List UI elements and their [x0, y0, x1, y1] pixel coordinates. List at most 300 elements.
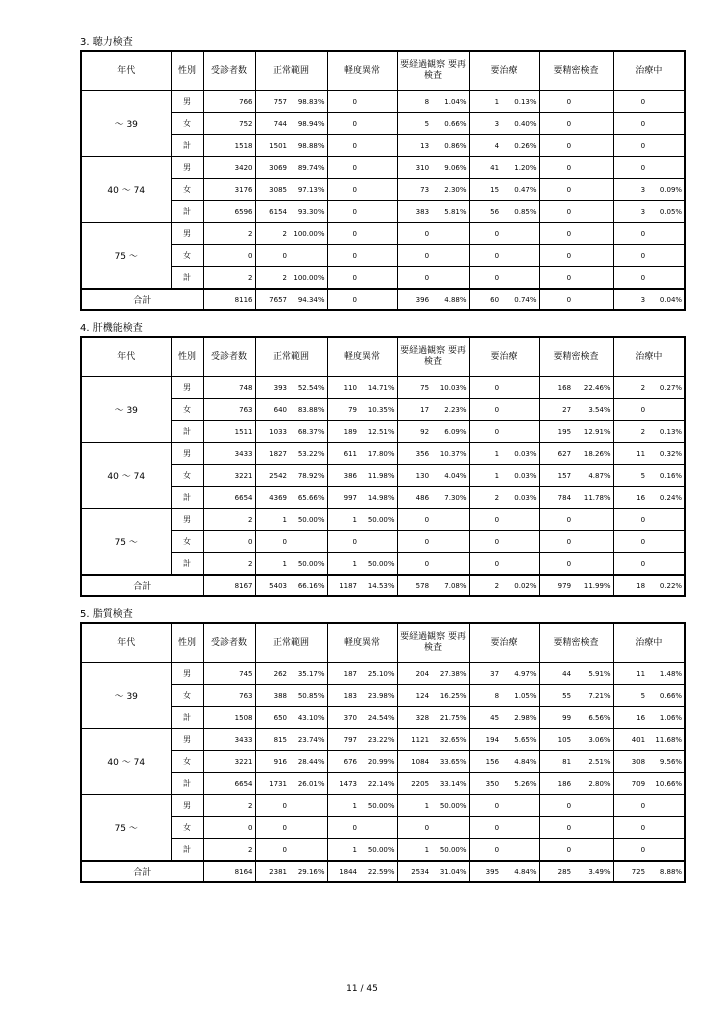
count-cell: 124	[397, 685, 431, 707]
percent-cell: 66.16%	[289, 575, 327, 596]
percent-cell: 68.37%	[289, 421, 327, 443]
header-detailed-exam: 要精密検査	[539, 337, 613, 377]
examinee-count: 6654	[203, 773, 255, 795]
count-cell: 0	[613, 91, 647, 113]
percent-cell	[501, 839, 539, 862]
percent-cell: 50.00%	[431, 839, 469, 862]
percent-cell: 0.85%	[501, 201, 539, 223]
count-cell: 370	[327, 707, 359, 729]
header-examinees: 受診者数	[203, 51, 255, 91]
total-row	[81, 861, 685, 882]
table-row	[81, 531, 685, 553]
count-cell: 0	[469, 377, 501, 399]
examinee-count: 748	[203, 377, 255, 399]
percent-cell: 6.56%	[573, 707, 613, 729]
percent-cell: 26.01%	[289, 773, 327, 795]
table-row	[81, 773, 685, 795]
table-row	[81, 135, 685, 157]
percent-cell: 1.04%	[431, 91, 469, 113]
percent-cell: 0.13%	[647, 421, 685, 443]
header-mild-abnormal: 軽度異常	[327, 337, 397, 377]
count-cell: 916	[255, 751, 289, 773]
count-cell: 44	[539, 663, 573, 685]
count-cell: 3069	[255, 157, 289, 179]
count-cell: 73	[397, 179, 431, 201]
count-cell: 168	[539, 377, 573, 399]
count-cell: 2542	[255, 465, 289, 487]
examinee-count: 3176	[203, 179, 255, 201]
percent-cell: 24.54%	[359, 707, 397, 729]
percent-cell: 11.99%	[573, 575, 613, 596]
percent-cell	[573, 817, 613, 839]
percent-cell	[501, 223, 539, 245]
table-row	[81, 377, 685, 399]
examinee-count: 8167	[203, 575, 255, 596]
count-cell: 0	[469, 531, 501, 553]
count-cell: 0	[469, 839, 501, 862]
count-cell: 1187	[327, 575, 359, 596]
count-cell: 0	[469, 553, 501, 576]
count-cell: 8	[469, 685, 501, 707]
count-cell: 110	[327, 377, 359, 399]
count-cell: 0	[613, 399, 647, 421]
count-cell: 308	[613, 751, 647, 773]
examinee-count: 2	[203, 509, 255, 531]
age-group-label: ～ 39	[81, 663, 171, 729]
percent-cell	[431, 245, 469, 267]
count-cell: 393	[255, 377, 289, 399]
percent-cell	[573, 223, 613, 245]
count-cell: 0	[539, 839, 573, 862]
percent-cell	[647, 223, 685, 245]
count-cell: 262	[255, 663, 289, 685]
examinee-count: 0	[203, 817, 255, 839]
percent-cell: 93.30%	[289, 201, 327, 223]
results-table	[80, 50, 686, 311]
count-cell: 1731	[255, 773, 289, 795]
percent-cell	[359, 179, 397, 201]
percent-cell	[647, 509, 685, 531]
sex-label: 計	[171, 839, 203, 862]
percent-cell	[431, 817, 469, 839]
header-sex: 性別	[171, 337, 203, 377]
table-row	[81, 223, 685, 245]
sex-label: 計	[171, 421, 203, 443]
examinee-count: 3420	[203, 157, 255, 179]
count-cell: 45	[469, 707, 501, 729]
count-cell: 2381	[255, 861, 289, 882]
percent-cell	[573, 795, 613, 817]
examinee-count: 6654	[203, 487, 255, 509]
percent-cell: 14.53%	[359, 575, 397, 596]
count-cell: 0	[327, 817, 359, 839]
total-label: 合計	[81, 289, 203, 310]
percent-cell: 11.68%	[647, 729, 685, 751]
percent-cell: 43.10%	[289, 707, 327, 729]
examinee-count: 3433	[203, 443, 255, 465]
percent-cell: 83.88%	[289, 399, 327, 421]
percent-cell: 5.91%	[573, 663, 613, 685]
count-cell: 16	[613, 707, 647, 729]
count-cell: 0	[613, 531, 647, 553]
table-row	[81, 201, 685, 223]
header-sex: 性別	[171, 623, 203, 663]
age-group-label: 40 ～ 74	[81, 157, 171, 223]
percent-cell: 94.34%	[289, 289, 327, 310]
count-cell: 0	[327, 531, 359, 553]
count-cell: 627	[539, 443, 573, 465]
percent-cell: 0.66%	[647, 685, 685, 707]
table-row	[81, 795, 685, 817]
count-cell: 328	[397, 707, 431, 729]
table-row	[81, 663, 685, 685]
percent-cell	[647, 245, 685, 267]
count-cell: 784	[539, 487, 573, 509]
age-group-label: ～ 39	[81, 377, 171, 443]
total-label: 合計	[81, 575, 203, 596]
percent-cell	[501, 421, 539, 443]
count-cell: 1	[469, 443, 501, 465]
sex-label: 計	[171, 707, 203, 729]
count-cell: 0	[539, 91, 573, 113]
header-treatment-required: 要治療	[469, 337, 539, 377]
percent-cell: 1.05%	[501, 685, 539, 707]
percent-cell	[647, 817, 685, 839]
percent-cell	[431, 267, 469, 290]
count-cell: 797	[327, 729, 359, 751]
percent-cell: 0.40%	[501, 113, 539, 135]
count-cell: 0	[469, 267, 501, 290]
table-row	[81, 839, 685, 862]
percent-cell	[359, 289, 397, 310]
percent-cell: 11.78%	[573, 487, 613, 509]
table-row	[81, 817, 685, 839]
count-cell: 60	[469, 289, 501, 310]
percent-cell: 0.26%	[501, 135, 539, 157]
table-row	[81, 509, 685, 531]
header-follow-up: 要経過観察 要再検査	[397, 623, 469, 663]
sex-label: 男	[171, 377, 203, 399]
percent-cell: 4.84%	[501, 861, 539, 882]
percent-cell: 1.06%	[647, 707, 685, 729]
count-cell: 3	[469, 113, 501, 135]
percent-cell	[647, 91, 685, 113]
header-age: 年代	[81, 51, 171, 91]
count-cell: 157	[539, 465, 573, 487]
table-row	[81, 421, 685, 443]
sex-label: 女	[171, 179, 203, 201]
percent-cell: 8.88%	[647, 861, 685, 882]
count-cell: 16	[613, 487, 647, 509]
percent-cell: 98.94%	[289, 113, 327, 135]
percent-cell	[359, 223, 397, 245]
count-cell: 1844	[327, 861, 359, 882]
count-cell: 15	[469, 179, 501, 201]
header-detailed-exam: 要精密検査	[539, 623, 613, 663]
count-cell: 0	[613, 135, 647, 157]
section-liver-function-test	[80, 322, 682, 597]
table-row	[81, 729, 685, 751]
count-cell: 1	[469, 91, 501, 113]
percent-cell: 50.00%	[359, 553, 397, 576]
sex-label: 計	[171, 553, 203, 576]
count-cell: 757	[255, 91, 289, 113]
count-cell: 350	[469, 773, 501, 795]
header-mild-abnormal: 軽度異常	[327, 623, 397, 663]
percent-cell	[501, 817, 539, 839]
percent-cell	[359, 267, 397, 290]
count-cell: 105	[539, 729, 573, 751]
count-cell: 2	[613, 377, 647, 399]
count-cell: 0	[327, 157, 359, 179]
percent-cell	[573, 839, 613, 862]
examinee-count: 763	[203, 399, 255, 421]
header-row	[81, 337, 685, 377]
count-cell: 0	[539, 179, 573, 201]
count-cell: 650	[255, 707, 289, 729]
count-cell: 187	[327, 663, 359, 685]
count-cell: 1	[327, 509, 359, 531]
count-cell: 0	[469, 245, 501, 267]
percent-cell	[501, 509, 539, 531]
count-cell: 0	[255, 839, 289, 862]
count-cell: 1501	[255, 135, 289, 157]
count-cell: 3	[613, 289, 647, 310]
percent-cell: 98.88%	[289, 135, 327, 157]
count-cell: 383	[397, 201, 431, 223]
examinee-count: 752	[203, 113, 255, 135]
percent-cell: 3.49%	[573, 861, 613, 882]
count-cell: 55	[539, 685, 573, 707]
age-group-label: ～ 39	[81, 91, 171, 157]
count-cell: 1827	[255, 443, 289, 465]
percent-cell: 50.00%	[289, 553, 327, 576]
count-cell: 5403	[255, 575, 289, 596]
count-cell: 395	[469, 861, 501, 882]
percent-cell: 3.06%	[573, 729, 613, 751]
percent-cell	[573, 509, 613, 531]
count-cell: 1033	[255, 421, 289, 443]
count-cell: 204	[397, 663, 431, 685]
count-cell: 0	[469, 223, 501, 245]
examinee-count: 763	[203, 685, 255, 707]
count-cell: 2534	[397, 861, 431, 882]
percent-cell	[501, 531, 539, 553]
count-cell: 0	[327, 289, 359, 310]
examinee-count: 3221	[203, 751, 255, 773]
percent-cell: 33.65%	[431, 751, 469, 773]
sex-label: 女	[171, 751, 203, 773]
table-row	[81, 179, 685, 201]
percent-cell: 65.66%	[289, 487, 327, 509]
header-under-treatment: 治療中	[613, 337, 685, 377]
percent-cell	[359, 91, 397, 113]
percent-cell	[573, 289, 613, 310]
header-detailed-exam: 要精密検査	[539, 51, 613, 91]
section-title: 5. 脂質検査	[80, 609, 133, 620]
percent-cell: 5.81%	[431, 201, 469, 223]
percent-cell	[431, 223, 469, 245]
count-cell: 0	[327, 267, 359, 290]
count-cell: 27	[539, 399, 573, 421]
count-cell: 13	[397, 135, 431, 157]
sex-label: 男	[171, 223, 203, 245]
percent-cell: 0.66%	[431, 113, 469, 135]
count-cell: 11	[613, 663, 647, 685]
section-hearing-test	[80, 36, 682, 311]
count-cell: 1121	[397, 729, 431, 751]
percent-cell: 22.14%	[359, 773, 397, 795]
count-cell: 0	[327, 223, 359, 245]
percent-cell: 12.51%	[359, 421, 397, 443]
header-row	[81, 623, 685, 663]
examinee-count: 8116	[203, 289, 255, 310]
percent-cell: 0.03%	[501, 443, 539, 465]
count-cell: 2	[255, 267, 289, 290]
sex-label: 男	[171, 663, 203, 685]
count-cell: 0	[613, 509, 647, 531]
table-row	[81, 113, 685, 135]
percent-cell: 22.59%	[359, 861, 397, 882]
percent-cell	[289, 245, 327, 267]
examinee-count: 1511	[203, 421, 255, 443]
percent-cell: 6.09%	[431, 421, 469, 443]
table-row	[81, 157, 685, 179]
count-cell: 640	[255, 399, 289, 421]
count-cell: 0	[397, 553, 431, 576]
percent-cell	[573, 553, 613, 576]
percent-cell: 5.65%	[501, 729, 539, 751]
percent-cell	[359, 157, 397, 179]
percent-cell	[573, 113, 613, 135]
count-cell: 194	[469, 729, 501, 751]
count-cell: 1	[397, 795, 431, 817]
count-cell: 0	[613, 795, 647, 817]
header-treatment-required: 要治療	[469, 623, 539, 663]
count-cell: 0	[539, 157, 573, 179]
count-cell: 709	[613, 773, 647, 795]
percent-cell: 4.84%	[501, 751, 539, 773]
examinee-count: 1518	[203, 135, 255, 157]
count-cell: 56	[469, 201, 501, 223]
percent-cell: 18.26%	[573, 443, 613, 465]
percent-cell	[573, 135, 613, 157]
count-cell: 979	[539, 575, 573, 596]
count-cell: 0	[255, 795, 289, 817]
percent-cell: 100.00%	[289, 223, 327, 245]
header-follow-up: 要経過観察 要再検査	[397, 337, 469, 377]
percent-cell: 7.08%	[431, 575, 469, 596]
section-title: 4. 肝機能検査	[80, 323, 143, 334]
count-cell: 401	[613, 729, 647, 751]
sex-label: 計	[171, 773, 203, 795]
percent-cell: 12.91%	[573, 421, 613, 443]
count-cell: 0	[397, 531, 431, 553]
count-cell: 156	[469, 751, 501, 773]
percent-cell	[501, 377, 539, 399]
sex-label: 男	[171, 795, 203, 817]
percent-cell: 0.22%	[647, 575, 685, 596]
percent-cell	[647, 267, 685, 290]
percent-cell	[289, 531, 327, 553]
percent-cell: 4.88%	[431, 289, 469, 310]
percent-cell	[647, 157, 685, 179]
percent-cell: 33.14%	[431, 773, 469, 795]
count-cell: 0	[539, 817, 573, 839]
examinee-count: 3221	[203, 465, 255, 487]
count-cell: 17	[397, 399, 431, 421]
count-cell: 0	[327, 113, 359, 135]
table-row	[81, 245, 685, 267]
percent-cell: 0.09%	[647, 179, 685, 201]
header-examinees: 受診者数	[203, 337, 255, 377]
percent-cell: 2.98%	[501, 707, 539, 729]
percent-cell: 0.04%	[647, 289, 685, 310]
percent-cell: 16.25%	[431, 685, 469, 707]
count-cell: 725	[613, 861, 647, 882]
table-row	[81, 399, 685, 421]
count-cell: 1	[327, 795, 359, 817]
count-cell: 11	[613, 443, 647, 465]
table-row	[81, 465, 685, 487]
count-cell: 4	[469, 135, 501, 157]
sex-label: 計	[171, 267, 203, 290]
total-row	[81, 575, 685, 596]
percent-cell	[573, 245, 613, 267]
percent-cell	[501, 553, 539, 576]
count-cell: 1	[255, 509, 289, 531]
count-cell: 0	[469, 421, 501, 443]
percent-cell: 23.22%	[359, 729, 397, 751]
percent-cell: 0.13%	[501, 91, 539, 113]
percent-cell: 21.75%	[431, 707, 469, 729]
header-normal: 正常範囲	[255, 51, 327, 91]
percent-cell: 50.85%	[289, 685, 327, 707]
count-cell: 310	[397, 157, 431, 179]
examinee-count: 1508	[203, 707, 255, 729]
percent-cell: 2.30%	[431, 179, 469, 201]
count-cell: 99	[539, 707, 573, 729]
examinee-count: 3433	[203, 729, 255, 751]
header-age: 年代	[81, 623, 171, 663]
count-cell: 0	[327, 245, 359, 267]
count-cell: 1	[397, 839, 431, 862]
count-cell: 183	[327, 685, 359, 707]
count-cell: 0	[539, 531, 573, 553]
page-number: 11 / 45	[346, 984, 378, 994]
count-cell: 4369	[255, 487, 289, 509]
percent-cell	[359, 201, 397, 223]
percent-cell	[647, 531, 685, 553]
count-cell: 0	[327, 135, 359, 157]
percent-cell: 50.00%	[359, 839, 397, 862]
count-cell: 578	[397, 575, 431, 596]
count-cell: 1	[327, 553, 359, 576]
age-group-label: 40 ～ 74	[81, 729, 171, 795]
sex-label: 女	[171, 465, 203, 487]
percent-cell: 0.47%	[501, 179, 539, 201]
count-cell: 81	[539, 751, 573, 773]
percent-cell	[573, 91, 613, 113]
count-cell: 3	[613, 179, 647, 201]
percent-cell: 0.74%	[501, 289, 539, 310]
percent-cell: 0.32%	[647, 443, 685, 465]
results-table	[80, 622, 686, 883]
count-cell: 2	[613, 421, 647, 443]
percent-cell: 0.16%	[647, 465, 685, 487]
count-cell: 997	[327, 487, 359, 509]
percent-cell: 35.17%	[289, 663, 327, 685]
